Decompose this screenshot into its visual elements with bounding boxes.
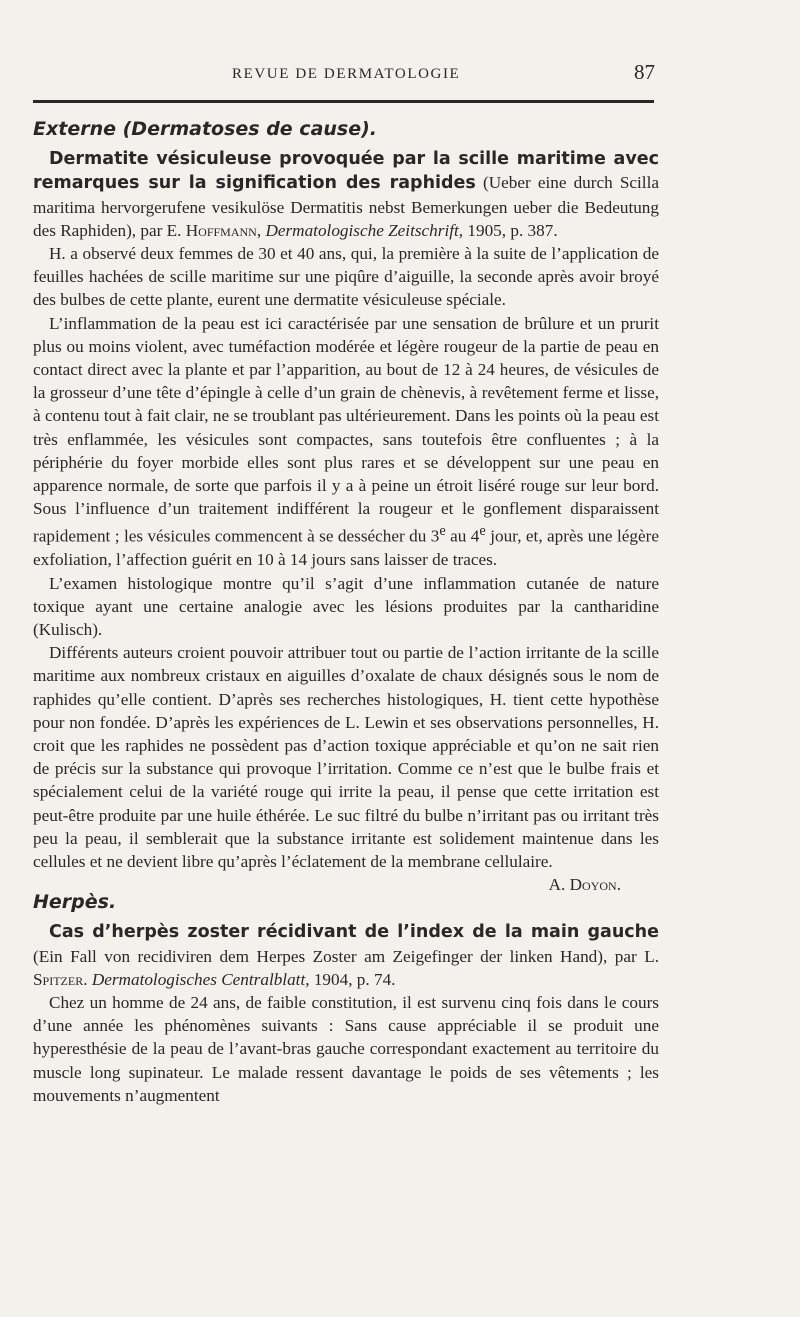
article-author: Spitzer: [33, 969, 84, 989]
article-journal: Dermatologisches Centralblatt,: [91, 969, 310, 989]
paragraph-with-signature: [33, 641, 659, 895]
paragraph: L’inflammation de la peau est ici caractérisée par une sensation de brûlure et un prurit plus ou moins violent, avec tuméfaction modérée et légère rougeur de la partie de peau en contact direct avec la plante et par l’apparition, au bout de 12 à 24 heures, de vésicules de la grosseur d’une tête d’épingle à celle d’un grain de chènevis, à revêtement ferme et lisse, à contenu tout à fait clair, ne se troublant pas ultérieurement. Dans les points où la peau est très enflammée, les vésicules sont compactes, sans toutefois être confluentes ; à la périphérie du foyer morbide elles sont plus rares et se développent sur une peau en apparence normale, de sorte que parfois il y a à peine un étroit liséré rouge sur leur bord. Sous l’influence d’un traitement indifférent la rougeur et le gonflement disparaissent rapidement ; les vésicules commencent à se dessécher du 3e au 4e jour, et, après une légère exfoliation, l’affection guérit en 10 à 14 jours sans laisser de traces.: [33, 313, 659, 570]
article-citation: (Ein Fall von recidiviren dem Herpes Zoster am Zeigefinger der linken Hand), par L.: [33, 946, 659, 966]
page-number: 87: [634, 60, 655, 84]
article-title: Dermatite vésiculeuse provoquée par la scille maritime avec remarques sur la signification des raphides: [33, 149, 659, 194]
paragraph-text: Différents auteurs croient pouvoir attribuer tout ou partie de l’action irritante de la scille maritime aux nombreux cristaux en aiguilles d’oxalate de chaux désignés sous le nom de raphides qu’elle contient. D’après ses recherches histologiques, H. tient cette hypothèse pour non fondée. D’après les expériences de L. Lewin et ses observations personnelles, H. croit que les raphides ne possèdent pas d’action toxique appréciable et qu’on ne sait rien de précis sur la substance qui provoque l’irritation. Comme ce n’est que le bulbe frais et spécialement celui de la variété rouge qui irrite la peau, il pense que cette irritation est peut-être produite par une huile éthérée. Le suc filtré du bulbe n’irritant pas ou irritant très peu la peau, il semblerait que la substance irritante est solidement maintenue dans les cellules et ne devient libre qu’après l’éclatement de la membrane cellulaire.: [33, 643, 659, 872]
section-heading-herpes: Herpès.: [33, 891, 117, 914]
article-title: Cas d’herpès zoster récidivant de l’index de la main gauche: [49, 922, 659, 943]
paragraph: Chez un homme de 24 ans, de faible constitution, il est survenu cinq fois dans le cours d’une année les phénomènes suivants : Sans cause appréciable il se produit une hyperesthésie de la peau de l’avant-bras gauche correspondant exactement au territoire du muscle long supinateur. Le malade ressent davantage le poids de ses vêtements ; les mouvements n’augmentent: [33, 993, 659, 1105]
running-header: [0, 60, 800, 90]
article-author: Hoffmann: [185, 220, 257, 240]
article-citation-end: 1905, p. 387.: [463, 220, 558, 240]
header-rule: [33, 100, 654, 103]
paragraph: L’examen histologique montre qu’il s’agit d’une inflammation cutanée de nature toxique ayant une certaine analogie avec les lésions produites par la cantharidine (Kulisch).: [33, 573, 659, 639]
page-body: [33, 118, 659, 1107]
running-title: REVUE DE DERMATOLOGIE: [232, 66, 461, 82]
article-header: Dermatite vésiculeuse provoquée par la scille maritime avec remarques sur la signification des raphides (Ueber eine durch Scilla maritima hervorgerufene vesikulöse Dermatitis nebst Bemerkungen ueber die Bedeutung des Raphiden), par E. Hoffmann, Dermatologische Zeitschrift, 1905, p. 387.: [33, 149, 659, 240]
section-heading-sub: (Dermatoses de cause).: [122, 118, 378, 140]
article-header: Cas d’herpès zoster récidivant de l’index de la main gauche (Ein Fall von recidiviren dem Herpes Zoster am Zeigefinger der linken Hand), par L. Spitzer. Dermatologisches Centralblatt, 1904, p. 74.: [33, 922, 659, 989]
signature: A. Doyon.: [548, 875, 621, 895]
section-heading-main: Externe: [33, 118, 116, 140]
article-citation: (Ueber eine durch Scilla maritima hervorgerufene vesikulöse Dermatitis nebst Bemerkungen ueber die Bedeutung des Raphiden), par E.: [33, 173, 659, 240]
article-journal: Dermatologische Zeitschrift,: [265, 220, 464, 240]
paragraph: H. a observé deux femmes de 30 et 40 ans, qui, la première à la suite de l’application de feuilles hachées de scille maritime sur une piqûre d’aiguille, la seconde après avoir broyé des bulbes de cette plante, eurent une dermatite vésiculeuse spéciale.: [33, 244, 659, 310]
article-citation-end: 1904, p. 74.: [309, 969, 396, 989]
section-heading-externe: [33, 118, 659, 141]
